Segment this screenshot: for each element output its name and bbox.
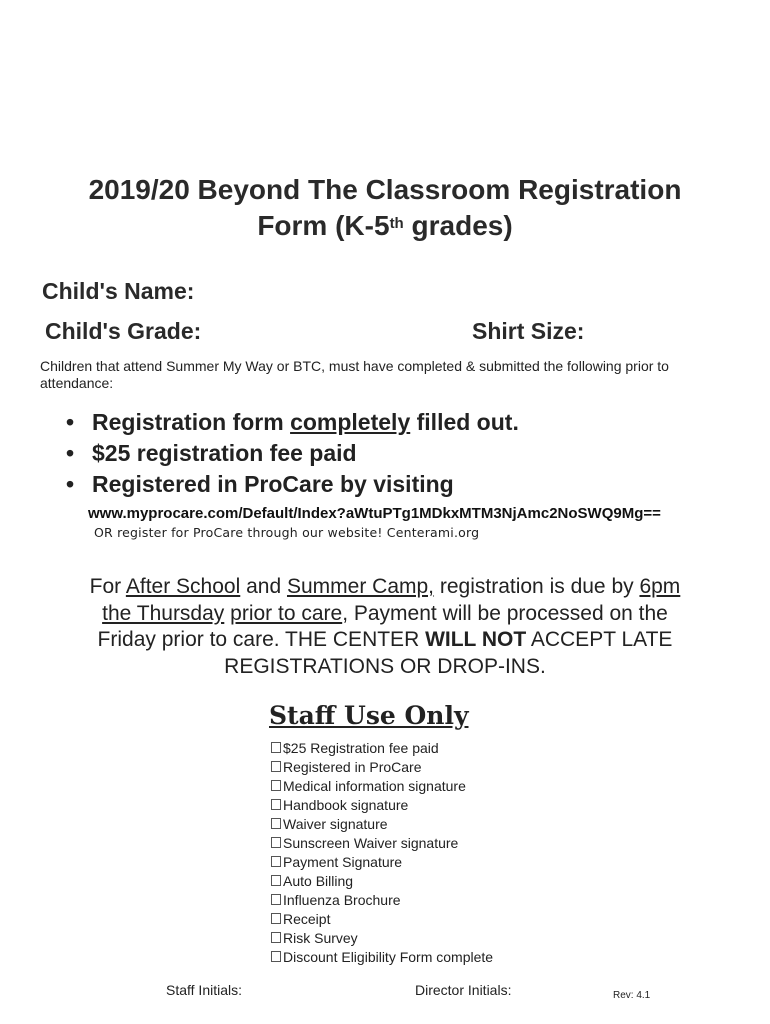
checklist-item bbox=[271, 738, 571, 757]
form-title-line1: 2019/20 Beyond The Classroom Registration bbox=[88, 174, 682, 205]
notice-line bbox=[40, 574, 730, 601]
requirement-text bbox=[92, 407, 519, 438]
checkbox[interactable] bbox=[271, 818, 281, 829]
checklist-item-label: Medical information signature bbox=[283, 777, 466, 794]
procare-url[interactable]: www.myprocare.com/Default/Index?aWtuPTg1MDkxMTM3NjAmc2NoSWQ9Mg== bbox=[88, 505, 661, 522]
checklist-item-label: Discount Eligibility Form complete bbox=[283, 948, 494, 965]
checklist-item bbox=[271, 757, 571, 776]
notice-text: For bbox=[89, 575, 126, 598]
checklist-item bbox=[271, 947, 571, 966]
checklist-item-label: Receipt bbox=[283, 910, 331, 927]
notice-text: registration is due by bbox=[434, 575, 640, 598]
notice-underlined: prior to care bbox=[230, 601, 343, 625]
bullet-icon: • bbox=[66, 440, 75, 466]
checklist-item-label: Registered in ProCare bbox=[283, 758, 422, 775]
bullet-icon: • bbox=[66, 471, 75, 497]
requirement-text: Registered in ProCare by visiting bbox=[92, 471, 454, 497]
form-title-line2 bbox=[0, 208, 770, 244]
checklist-item-label: Handbook signature bbox=[283, 796, 409, 813]
staff-use-title: Staff Use Only bbox=[269, 701, 469, 730]
checkbox[interactable] bbox=[271, 837, 281, 848]
checklist-item-label: Sunscreen Waiver signature bbox=[283, 834, 459, 851]
checklist-item bbox=[271, 814, 571, 833]
checkbox[interactable] bbox=[271, 799, 281, 810]
checklist-item bbox=[271, 890, 571, 909]
bullet-icon: • bbox=[66, 409, 75, 435]
form-title-superscript: th bbox=[389, 215, 404, 232]
checkbox[interactable] bbox=[271, 951, 281, 962]
requirements-list bbox=[66, 407, 766, 500]
staff-initials-label: Staff Initials: bbox=[166, 982, 243, 998]
notice-bold: WILL NOT bbox=[425, 628, 527, 651]
revision-label: Rev: 4.1 bbox=[613, 990, 651, 1001]
notice-line bbox=[40, 601, 730, 628]
staff-checklist bbox=[271, 738, 571, 966]
alt-register-text: OR register for ProCare through our website! Centerami.org bbox=[94, 525, 480, 540]
checklist-item-label: Waiver signature bbox=[283, 815, 388, 832]
deadline-notice bbox=[40, 574, 730, 680]
checklist-item bbox=[271, 795, 571, 814]
checklist-item bbox=[271, 871, 571, 890]
requirement-item bbox=[66, 438, 766, 469]
checklist-item bbox=[271, 776, 571, 795]
notice-line bbox=[40, 627, 730, 654]
requirement-text: $25 registration fee paid bbox=[92, 440, 357, 466]
notice-underlined: 6pm bbox=[639, 575, 681, 598]
requirement-emphasis: completely bbox=[290, 409, 411, 435]
checklist-item-label: Influenza Brochure bbox=[283, 891, 401, 908]
checklist-item bbox=[271, 909, 571, 928]
requirement-text-part: filled out. bbox=[410, 409, 519, 435]
child-grade-label: Child's Grade: bbox=[45, 318, 202, 344]
checkbox[interactable] bbox=[271, 894, 281, 905]
child-name-label: Child's Name: bbox=[42, 278, 195, 304]
form-title-line2-post: grades) bbox=[403, 210, 513, 241]
form-title-line2-pre: Form (K-5 bbox=[257, 210, 390, 241]
checkbox[interactable] bbox=[271, 932, 281, 943]
requirement-text-part: Registration form bbox=[92, 409, 291, 435]
checklist-item-label: $25 Registration fee paid bbox=[283, 739, 439, 756]
notice-line: REGISTRATIONS OR DROP-INS. bbox=[224, 654, 546, 678]
checklist-item bbox=[271, 833, 571, 852]
shirt-size-label: Shirt Size: bbox=[472, 318, 585, 344]
checkbox[interactable] bbox=[271, 856, 281, 867]
notice-text: and bbox=[240, 575, 287, 598]
notice-underlined: the Thursday bbox=[102, 601, 225, 625]
notice-text: ACCEPT LATE bbox=[526, 628, 673, 651]
checkbox[interactable] bbox=[271, 742, 281, 753]
director-initials-label: Director Initials: bbox=[415, 982, 512, 998]
notice-underlined: Summer Camp, bbox=[286, 575, 435, 598]
notice-text: , Payment will be processed on the bbox=[342, 601, 668, 625]
checkbox[interactable] bbox=[271, 913, 281, 924]
checklist-item-label: Risk Survey bbox=[283, 929, 358, 946]
notice-underlined: After School bbox=[125, 575, 241, 598]
checkbox[interactable] bbox=[271, 875, 281, 886]
checklist-item bbox=[271, 852, 571, 871]
requirement-item bbox=[66, 469, 766, 500]
checkbox[interactable] bbox=[271, 761, 281, 772]
checkbox[interactable] bbox=[271, 780, 281, 791]
intro-text: Children that attend Summer My Way or BTC, must have completed & submitted the following prior to attendance: bbox=[40, 358, 669, 391]
checklist-item-label: Auto Billing bbox=[283, 872, 354, 889]
notice-text: Friday prior to care. THE CENTER bbox=[97, 628, 426, 651]
requirement-item bbox=[66, 407, 766, 438]
checklist-item bbox=[271, 928, 571, 947]
checklist-item-label: Payment Signature bbox=[283, 853, 403, 870]
